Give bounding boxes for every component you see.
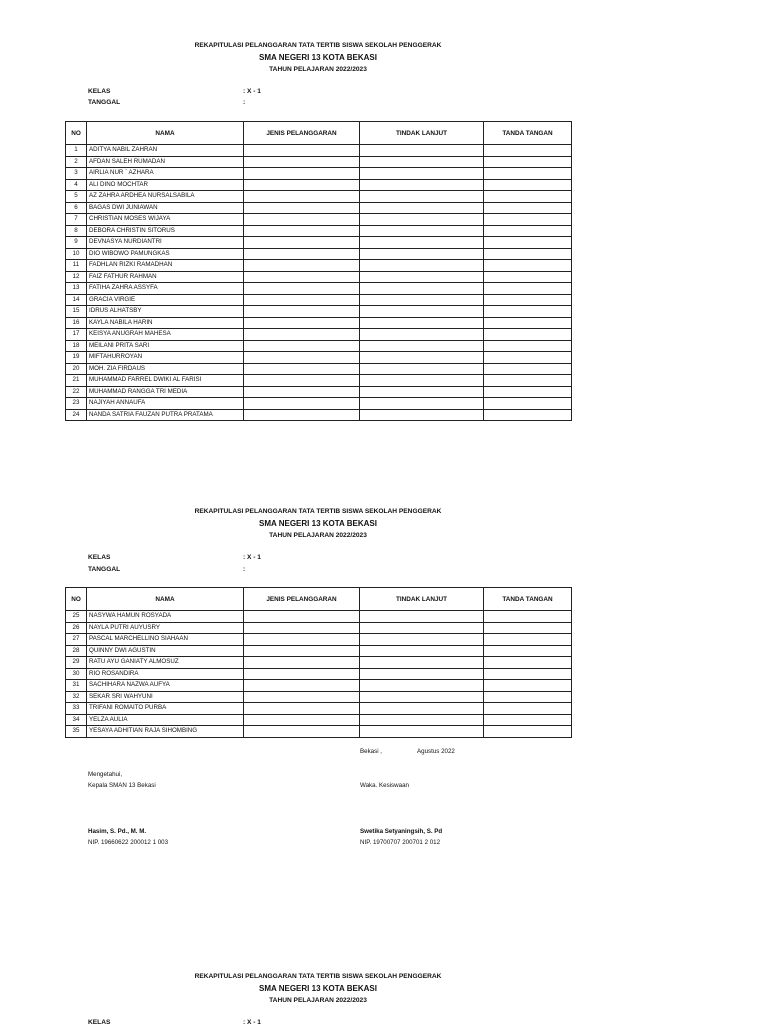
row-tindak-cell: [360, 363, 484, 375]
row-tindak-cell: [360, 668, 484, 680]
row-nama: AFDAN SALEH RUMADAN: [87, 156, 244, 168]
row-ttd-cell: [484, 156, 572, 168]
row-ttd-cell: [484, 214, 572, 226]
table-row: [66, 179, 572, 191]
table-header-row: [66, 588, 572, 611]
row-nama: RIO ROSANDIRA: [87, 668, 244, 680]
tanggal-label: TANGGAL: [88, 566, 121, 573]
school-name: SMA NEGERI 13 KOTA BEKASI: [259, 984, 377, 993]
row-jenis-cell: [244, 622, 360, 634]
table-body-1: [66, 145, 572, 421]
school-name: SMA NEGERI 13 KOTA BEKASI: [259, 519, 377, 528]
col-tindak: TINDAK LANJUT: [360, 588, 484, 611]
table-row: [66, 386, 572, 398]
row-nama: NAJIYAH ANNAUFA: [87, 398, 244, 410]
table-row: [66, 622, 572, 634]
row-nama: PASCAL MARCHELLINO SIAHAAN: [87, 634, 244, 646]
col-no: NO: [66, 588, 87, 611]
row-tindak-cell: [360, 398, 484, 410]
row-no: 10: [66, 248, 87, 260]
row-jenis-cell: [244, 248, 360, 260]
col-nama: NAMA: [87, 588, 244, 611]
row-no: 30: [66, 668, 87, 680]
row-tindak-cell: [360, 622, 484, 634]
row-nama: FAIZ FATHUR RAHMAN: [87, 271, 244, 283]
row-nama: MIFTAHURROYAN: [87, 352, 244, 364]
row-jenis-cell: [244, 168, 360, 180]
row-tindak-cell: [360, 340, 484, 352]
kelas-value: : X - 1: [243, 554, 261, 561]
row-tindak-cell: [360, 271, 484, 283]
row-nama: FADHLAN RIZKI RAMADHAN: [87, 260, 244, 272]
row-nama: YESAYA ADHITIAN RAJA SIHOMBING: [87, 726, 244, 738]
table-header-row: [66, 122, 572, 145]
row-jenis-cell: [244, 714, 360, 726]
row-tindak-cell: [360, 156, 484, 168]
table-row: [66, 680, 572, 692]
row-ttd-cell: [484, 306, 572, 318]
table-row: [66, 168, 572, 180]
table-row: [66, 726, 572, 738]
row-no: 32: [66, 691, 87, 703]
row-ttd-cell: [484, 680, 572, 692]
row-nama: YELZA AULIA: [87, 714, 244, 726]
mengetahui-text: Mengetahui,: [88, 771, 123, 778]
row-ttd-cell: [484, 634, 572, 646]
school-year: TAHUN PELAJARAN 2022/2023: [269, 532, 367, 539]
row-jenis-cell: [244, 191, 360, 203]
row-no: 7: [66, 214, 87, 226]
row-ttd-cell: [484, 657, 572, 669]
row-ttd-cell: [484, 168, 572, 180]
row-tindak-cell: [360, 657, 484, 669]
right-signer-nip: NIP. 19700707 200701 2 012: [360, 839, 441, 846]
row-ttd-cell: [484, 645, 572, 657]
row-no: 5: [66, 191, 87, 203]
row-jenis-cell: [244, 340, 360, 352]
left-signer-nip: NIP. 19660622 200012 1 003: [88, 839, 169, 846]
row-ttd-cell: [484, 317, 572, 329]
row-jenis-cell: [244, 260, 360, 272]
row-jenis-cell: [244, 386, 360, 398]
col-no: NO: [66, 122, 87, 145]
row-tindak-cell: [360, 703, 484, 715]
row-tindak-cell: [360, 168, 484, 180]
row-jenis-cell: [244, 202, 360, 214]
row-tindak-cell: [360, 191, 484, 203]
row-jenis-cell: [244, 657, 360, 669]
col-jenis: JENIS PELANGGARAN: [244, 588, 360, 611]
row-nama: MEILANI PRITA SARI: [87, 340, 244, 352]
row-ttd-cell: [484, 611, 572, 623]
table-row: [66, 398, 572, 410]
row-no: 15: [66, 306, 87, 318]
row-no: 31: [66, 680, 87, 692]
row-tindak-cell: [360, 611, 484, 623]
row-nama: KEISYA ANUGRAH MAHESA: [87, 329, 244, 341]
report-title: REKAPITULASI PELANGGARAN TATA TERTIB SISWA SEKOLAH PENGGERAK: [194, 42, 442, 49]
row-jenis-cell: [244, 703, 360, 715]
row-nama: DIO WIBOWO PAMUNGKAS: [87, 248, 244, 260]
row-nama: NAYLA PUTRI AUYUSRY: [87, 622, 244, 634]
row-tindak-cell: [360, 237, 484, 249]
row-no: 23: [66, 398, 87, 410]
row-tindak-cell: [360, 691, 484, 703]
sign-place: Bekasi ,: [360, 748, 383, 755]
row-nama: MOH. ZIA FIRDAUS: [87, 363, 244, 375]
row-tindak-cell: [360, 634, 484, 646]
col-tindak: TINDAK LANJUT: [360, 122, 484, 145]
row-jenis-cell: [244, 317, 360, 329]
row-ttd-cell: [484, 726, 572, 738]
row-ttd-cell: [484, 703, 572, 715]
tanggal-value: :: [243, 99, 246, 106]
table-row: [66, 645, 572, 657]
row-ttd-cell: [484, 145, 572, 157]
table-row: [66, 260, 572, 272]
row-jenis-cell: [244, 283, 360, 295]
row-jenis-cell: [244, 271, 360, 283]
table-row: [66, 191, 572, 203]
row-ttd-cell: [484, 363, 572, 375]
row-no: 22: [66, 386, 87, 398]
table-row: [66, 375, 572, 387]
table-row: [66, 237, 572, 249]
row-no: 33: [66, 703, 87, 715]
table-row: [66, 225, 572, 237]
row-jenis-cell: [244, 645, 360, 657]
row-no: 24: [66, 409, 87, 421]
row-nama: CHRISTIAN MOSES WIJAYA: [87, 214, 244, 226]
row-tindak-cell: [360, 179, 484, 191]
row-tindak-cell: [360, 375, 484, 387]
col-ttd: TANDA TANGAN: [484, 122, 572, 145]
row-ttd-cell: [484, 202, 572, 214]
table-row: [66, 145, 572, 157]
row-tindak-cell: [360, 329, 484, 341]
row-jenis-cell: [244, 156, 360, 168]
row-nama: NASYWA HAMUN ROSYADA: [87, 611, 244, 623]
table-row: [66, 714, 572, 726]
table-row: [66, 294, 572, 306]
row-ttd-cell: [484, 191, 572, 203]
table-row: [66, 283, 572, 295]
row-tindak-cell: [360, 248, 484, 260]
row-jenis-cell: [244, 329, 360, 341]
row-no: 18: [66, 340, 87, 352]
row-no: 1: [66, 145, 87, 157]
table-row: [66, 634, 572, 646]
row-nama: BAGAS DWI JUNIAWAN: [87, 202, 244, 214]
row-no: 2: [66, 156, 87, 168]
row-tindak-cell: [360, 214, 484, 226]
school-name: SMA NEGERI 13 KOTA BEKASI: [259, 53, 377, 62]
row-jenis-cell: [244, 634, 360, 646]
row-tindak-cell: [360, 317, 484, 329]
violation-table-1: [65, 121, 572, 421]
table-row: [66, 340, 572, 352]
row-tindak-cell: [360, 145, 484, 157]
row-jenis-cell: [244, 363, 360, 375]
row-no: 6: [66, 202, 87, 214]
row-tindak-cell: [360, 352, 484, 364]
row-jenis-cell: [244, 409, 360, 421]
table-row: [66, 248, 572, 260]
row-ttd-cell: [484, 225, 572, 237]
row-ttd-cell: [484, 398, 572, 410]
row-jenis-cell: [244, 611, 360, 623]
sign-date: Agustus 2022: [417, 748, 455, 755]
report-title: REKAPITULASI PELANGGARAN TATA TERTIB SISWA SEKOLAH PENGGERAK: [194, 973, 442, 980]
row-no: 12: [66, 271, 87, 283]
row-nama: AZ ZAHRA ARDHEA NURSALSABILA: [87, 191, 244, 203]
row-no: 21: [66, 375, 87, 387]
row-no: 26: [66, 622, 87, 634]
row-jenis-cell: [244, 352, 360, 364]
row-ttd-cell: [484, 271, 572, 283]
row-ttd-cell: [484, 668, 572, 680]
row-nama: MUHAMMAD FARREL DWIKI AL FARISI: [87, 375, 244, 387]
row-no: 35: [66, 726, 87, 738]
row-tindak-cell: [360, 225, 484, 237]
tanggal-label: TANGGAL: [88, 99, 121, 106]
row-ttd-cell: [484, 283, 572, 295]
row-no: 28: [66, 645, 87, 657]
row-tindak-cell: [360, 294, 484, 306]
row-tindak-cell: [360, 283, 484, 295]
row-nama: TRIFANI ROMAITO PURBA: [87, 703, 244, 715]
table-row: [66, 317, 572, 329]
row-ttd-cell: [484, 260, 572, 272]
row-tindak-cell: [360, 306, 484, 318]
col-jenis: JENIS PELANGGARAN: [244, 122, 360, 145]
table-row: [66, 611, 572, 623]
row-no: 17: [66, 329, 87, 341]
row-jenis-cell: [244, 398, 360, 410]
row-ttd-cell: [484, 352, 572, 364]
row-tindak-cell: [360, 386, 484, 398]
table-row: [66, 271, 572, 283]
table-row: [66, 668, 572, 680]
row-jenis-cell: [244, 237, 360, 249]
row-jenis-cell: [244, 214, 360, 226]
kelas-label: KELAS: [88, 554, 111, 561]
row-jenis-cell: [244, 691, 360, 703]
row-no: 20: [66, 363, 87, 375]
row-no: 25: [66, 611, 87, 623]
violation-table-2: [65, 587, 572, 738]
row-nama: DEVNASYA NURDIANTRI: [87, 237, 244, 249]
row-ttd-cell: [484, 622, 572, 634]
row-ttd-cell: [484, 714, 572, 726]
row-nama: ADITYA NABIL ZAHRAN: [87, 145, 244, 157]
kelas-value: : X - 1: [243, 88, 261, 95]
row-ttd-cell: [484, 386, 572, 398]
row-no: 34: [66, 714, 87, 726]
row-nama: RATU AYU GANIATY ALMOSUZ: [87, 657, 244, 669]
row-nama: KAYLA NABILA HARIN: [87, 317, 244, 329]
tanggal-value: :: [243, 566, 246, 573]
row-no: 27: [66, 634, 87, 646]
row-tindak-cell: [360, 714, 484, 726]
row-nama: MUHAMMAD RANGGA TRI MEDIA: [87, 386, 244, 398]
table-body-2: [66, 611, 572, 738]
row-nama: AIRLIA NUR ` AZHARA: [87, 168, 244, 180]
right-signer-name: Swetika Setyaningsih, S. Pd: [360, 828, 443, 835]
school-year: TAHUN PELAJARAN 2022/2023: [269, 997, 367, 1004]
table-row: [66, 202, 572, 214]
table-row: [66, 329, 572, 341]
row-ttd-cell: [484, 237, 572, 249]
row-tindak-cell: [360, 260, 484, 272]
row-nama: NANDA SATRIA FAUZAN PUTRA PRATAMA: [87, 409, 244, 421]
report-title: REKAPITULASI PELANGGARAN TATA TERTIB SISWA SEKOLAH PENGGERAK: [194, 508, 442, 515]
row-ttd-cell: [484, 179, 572, 191]
row-ttd-cell: [484, 248, 572, 260]
row-no: 8: [66, 225, 87, 237]
kelas-label: KELAS: [88, 1019, 111, 1026]
kelas-label: KELAS: [88, 88, 111, 95]
kelas-value: : X - 1: [243, 1019, 261, 1026]
row-ttd-cell: [484, 375, 572, 387]
row-jenis-cell: [244, 375, 360, 387]
row-jenis-cell: [244, 680, 360, 692]
table-row: [66, 352, 572, 364]
row-nama: FATIHA ZAHRA ASSYFA: [87, 283, 244, 295]
row-nama: SEKAR SRI WAHYUNI: [87, 691, 244, 703]
row-no: 29: [66, 657, 87, 669]
row-no: 16: [66, 317, 87, 329]
row-no: 19: [66, 352, 87, 364]
table-row: [66, 703, 572, 715]
row-nama: SACHIHARA NAZWA AUFYA: [87, 680, 244, 692]
table-row: [66, 156, 572, 168]
row-nama: QUINNY DWI AGUSTIN: [87, 645, 244, 657]
row-tindak-cell: [360, 680, 484, 692]
table-row: [66, 657, 572, 669]
row-ttd-cell: [484, 340, 572, 352]
row-tindak-cell: [360, 645, 484, 657]
row-tindak-cell: [360, 726, 484, 738]
row-tindak-cell: [360, 409, 484, 421]
row-jenis-cell: [244, 294, 360, 306]
table-row: [66, 214, 572, 226]
table-row: [66, 306, 572, 318]
row-no: 11: [66, 260, 87, 272]
right-role: Waka. Kesiswaan: [360, 782, 409, 789]
row-no: 9: [66, 237, 87, 249]
row-jenis-cell: [244, 145, 360, 157]
table-row: [66, 363, 572, 375]
left-role: Kepala SMAN 13 Bekasi: [88, 782, 156, 789]
left-signer-name: Hasim, S. Pd., M. M.: [88, 828, 147, 835]
row-tindak-cell: [360, 202, 484, 214]
table-row: [66, 691, 572, 703]
row-no: 14: [66, 294, 87, 306]
school-year: TAHUN PELAJARAN 2022/2023: [269, 66, 367, 73]
table-row: [66, 409, 572, 421]
row-no: 13: [66, 283, 87, 295]
row-no: 3: [66, 168, 87, 180]
row-jenis-cell: [244, 306, 360, 318]
row-ttd-cell: [484, 294, 572, 306]
row-ttd-cell: [484, 409, 572, 421]
row-ttd-cell: [484, 691, 572, 703]
row-jenis-cell: [244, 225, 360, 237]
row-ttd-cell: [484, 329, 572, 341]
row-jenis-cell: [244, 668, 360, 680]
row-nama: IDRUS ALHATSBY: [87, 306, 244, 318]
row-nama: DEBORA CHRISTIN SITORUS: [87, 225, 244, 237]
row-nama: ALI DINO MOCHTAR: [87, 179, 244, 191]
col-ttd: TANDA TANGAN: [484, 588, 572, 611]
row-no: 4: [66, 179, 87, 191]
row-jenis-cell: [244, 179, 360, 191]
row-jenis-cell: [244, 726, 360, 738]
col-nama: NAMA: [87, 122, 244, 145]
row-nama: GRACIA VIRGIE: [87, 294, 244, 306]
